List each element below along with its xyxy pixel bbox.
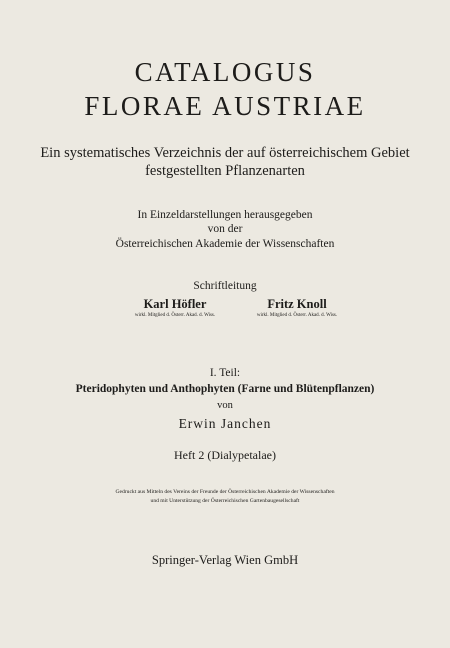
printing-note-line-2: und mit Unterstützung der Österreichischen Gartenbaugesellschaft [150,498,300,504]
edition-line-2: von der [207,223,243,235]
part-label: I. Teil: [209,367,241,379]
edition-line-3: Österreichischen Akademie der Wissenschaften [115,238,335,250]
subtitle-line-1: Ein systematisches Verzeichnis der auf österreichischem Gebiet [40,145,410,161]
editor-name: Fritz Knoll [267,297,327,311]
publisher-name: Springer-Verlag Wien GmbH [151,553,299,567]
main-title-line-1: CATALOGUS [134,57,316,87]
printing-note-line-1: Gedruckt aus Mitteln des Vereins der Freunde der Österreichischen Akademie der Wissenschaften [115,489,335,495]
part-title: Pteridophyten und Anthophyten (Farne und Blütenpflanzen) [75,383,375,395]
editorship-label: Schriftleitung [193,280,257,292]
editor-role: wirkl. Mitglied d. Österr. Akad. d. Wiss. [134,313,216,318]
author-name: Erwin Janchen [178,416,272,431]
editor-knoll [232,297,362,319]
subtitle-line-2: festgestellten Pflanzenarten [145,163,305,179]
issue-label: Heft 2 (Dialypetalae) [174,448,276,462]
editor-role: wirkl. Mitglied d. Österr. Akad. d. Wiss. [256,313,338,318]
editor-name: Karl Höfler [143,297,207,311]
edition-line-1: In Einzeldarstellungen herausgegeben [137,209,313,221]
by-label: von [217,400,233,411]
editor-hoefler [105,297,245,319]
main-title-line-2: FLORAE AUSTRIAE [84,91,366,121]
